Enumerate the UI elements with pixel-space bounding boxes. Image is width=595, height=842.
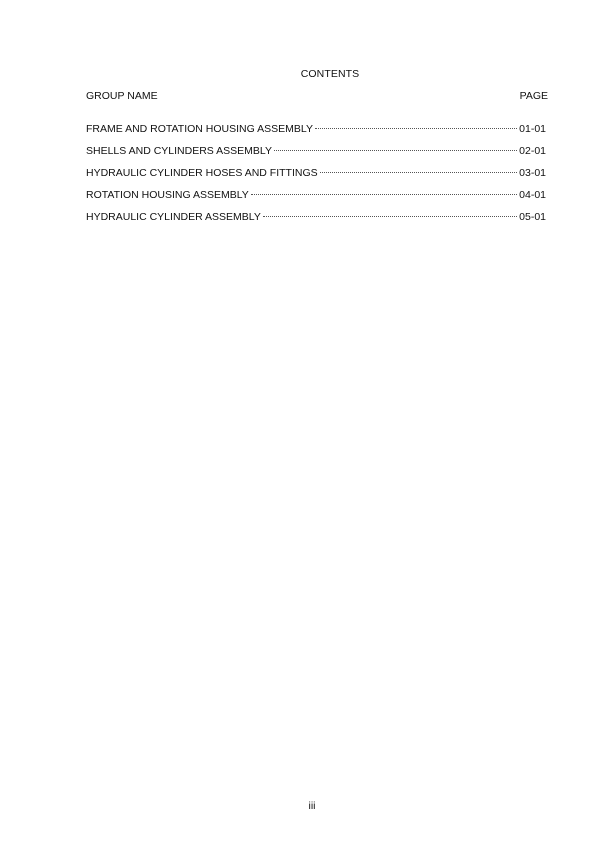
dot-leader bbox=[274, 150, 517, 151]
toc-entry bbox=[86, 123, 546, 145]
toc-entry-page: 03-01 bbox=[519, 167, 546, 179]
toc-entry-name: ROTATION HOUSING ASSEMBLY bbox=[86, 189, 249, 201]
toc-entry-name: FRAME AND ROTATION HOUSING ASSEMBLY bbox=[86, 123, 313, 135]
toc-entry bbox=[86, 189, 546, 211]
toc-entry-name: HYDRAULIC CYLINDER ASSEMBLY bbox=[86, 211, 261, 223]
toc-list bbox=[86, 123, 546, 233]
toc-entry-page: 05-01 bbox=[519, 211, 546, 223]
toc-entry bbox=[86, 167, 546, 189]
toc-entry bbox=[86, 145, 546, 167]
toc-entry-page: 02-01 bbox=[519, 145, 546, 157]
column-header-row bbox=[86, 90, 548, 102]
dot-leader bbox=[320, 172, 518, 173]
toc-entry-name: SHELLS AND CYLINDERS ASSEMBLY bbox=[86, 145, 272, 157]
group-name-header: GROUP NAME bbox=[86, 90, 158, 102]
toc-entry-page: 01-01 bbox=[519, 123, 546, 135]
page-header: PAGE bbox=[519, 90, 548, 102]
toc-entry-page: 04-01 bbox=[519, 189, 546, 201]
dot-leader bbox=[263, 216, 517, 217]
toc-entry-name: HYDRAULIC CYLINDER HOSES AND FITTINGS bbox=[86, 167, 318, 179]
page-number: iii bbox=[308, 800, 316, 812]
contents-title: CONTENTS bbox=[300, 68, 360, 80]
toc-entry bbox=[86, 211, 546, 233]
dot-leader bbox=[251, 194, 517, 195]
dot-leader bbox=[315, 128, 517, 129]
